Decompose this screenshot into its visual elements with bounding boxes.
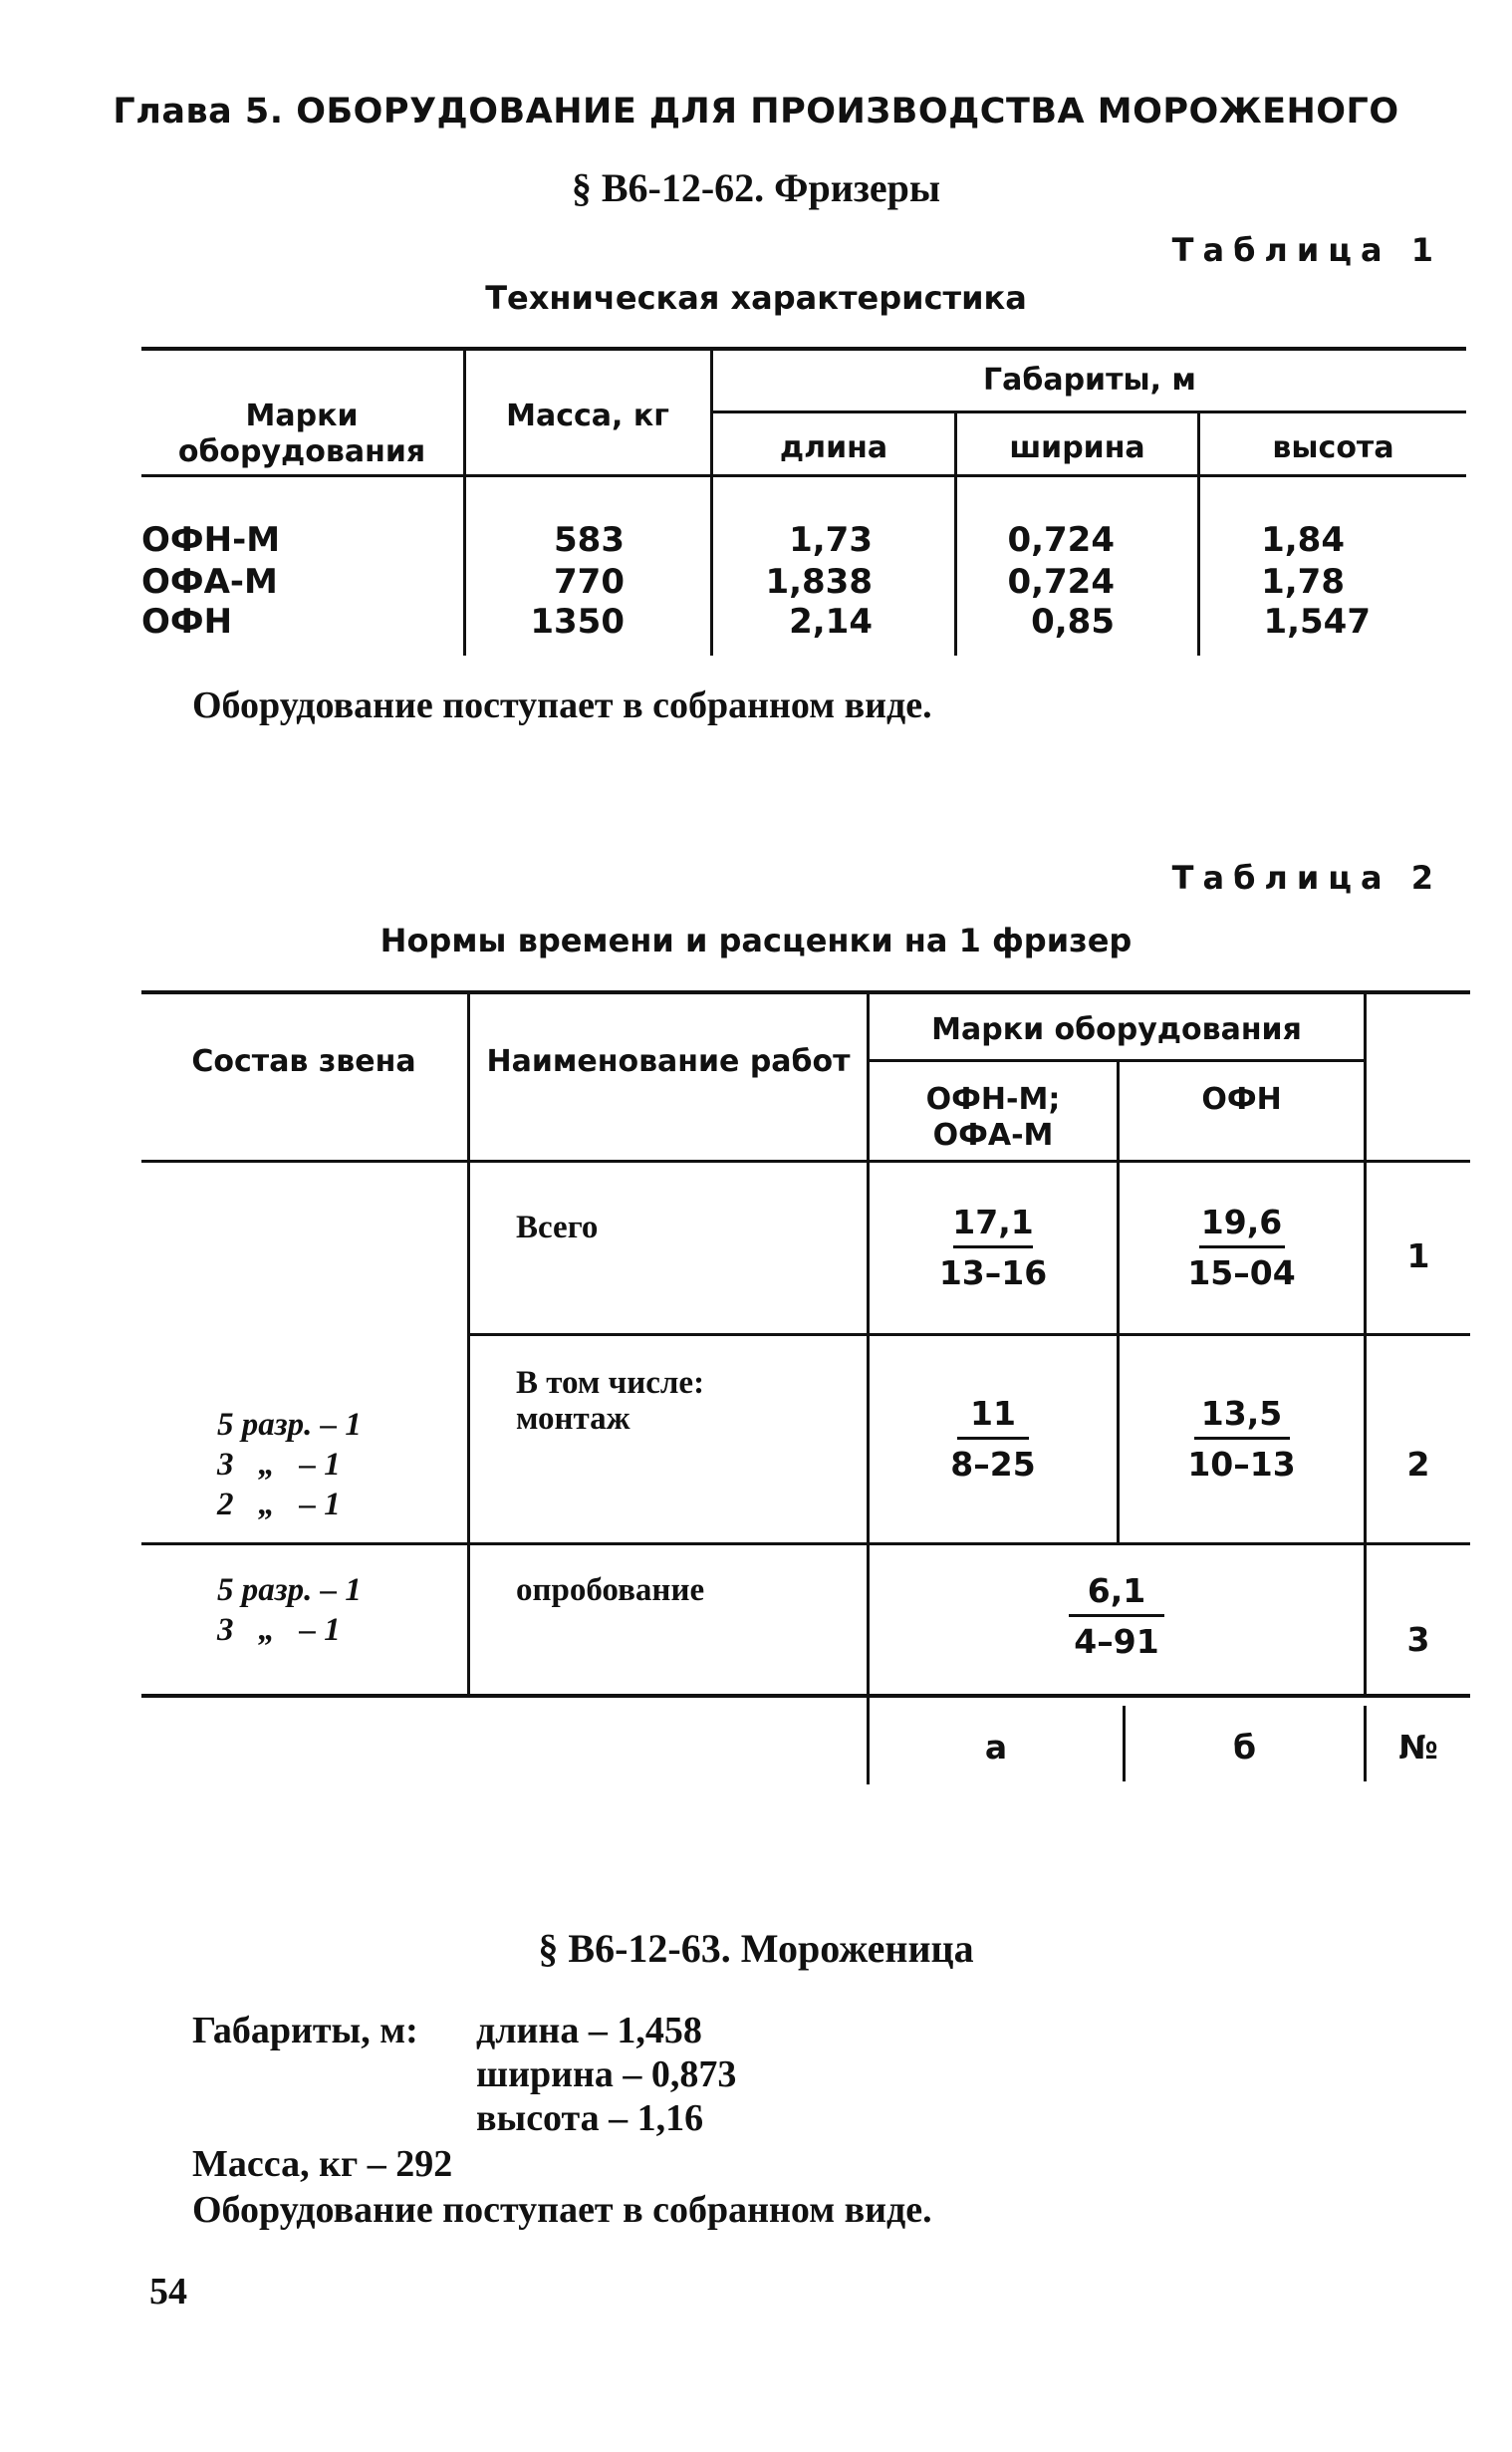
table2-row1-rule [469,1333,1470,1336]
table2-bottom-rule [141,1694,1470,1698]
table1-header-mass: Масса, кг [506,399,669,433]
section2-dims-label: Габариты, м: [192,2010,418,2051]
table1-label: Таблица 1 [1171,231,1442,269]
table1-row1-length: 1,73 [789,520,873,560]
table2-row1-b-bottom: 15–04 [1187,1253,1296,1292]
table2-header-col-a [870,1082,1117,1154]
chapter-title: Глава 5. ОБОРУДОВАНИЕ ДЛЯ ПРОИЗВОДСТВА МОРОЖЕНОГО [113,92,1399,132]
table1-row3-length: 2,14 [789,602,873,642]
table2-row2-b-bottom: 10–13 [1187,1445,1296,1484]
table2-footer-a: а [984,1728,1008,1767]
table1-caption: Техническая характеристика [485,279,1027,317]
table2-row3-work: опробование [516,1572,705,1608]
table2-row3-ab-bottom: 4–91 [1074,1622,1159,1661]
section2-note: Оборудование поступает в собранном виде. [192,2189,932,2231]
table2-header-work: Наименование работ [486,1044,851,1079]
table1-header-brand-line1: Марки [245,399,359,433]
table2-row2-rule [141,1542,1470,1545]
table2-row3-crew-line1: 5 разр. – 1 [217,1572,362,1608]
table2-row1-no: 1 [1406,1236,1430,1275]
table1-note: Оборудование поступает в собранном виде. [192,684,932,726]
table2-header-col-b: ОФН [1201,1082,1282,1117]
table2-row2-work [516,1365,704,1437]
table2-row3-crew-line2: 3 „ – 1 [217,1612,341,1648]
table2-header-col-a-line1: ОФН-М; [925,1082,1061,1117]
table2-row3-ab-top: 6,1 [1087,1571,1146,1610]
section-title-freezers: § В6-12-62. Фризеры [571,165,941,210]
table2-row1-b [1120,1202,1364,1294]
table1-row2-mass: 770 [554,562,625,602]
table2-row2-work-line2: монтаж [516,1401,630,1437]
table2-footer-b: б [1232,1728,1257,1767]
table2-footer-no: № [1398,1728,1438,1767]
table2-label: Таблица 2 [1171,859,1442,897]
table1-header-rule [141,474,1466,477]
table2-row1-work: Всего [516,1210,599,1245]
table2-row2-b-bar [1194,1437,1290,1440]
table1-dims-rule [712,410,1466,413]
table2-row2-crew-line2: 3 „ – 1 [217,1447,341,1483]
table1-row1-height: 1,84 [1261,520,1345,560]
table2-vline-no [1364,992,1367,1696]
table1-header-height: высота [1272,430,1394,465]
table1-header-width: ширина [1009,430,1145,465]
table2-row2-a [870,1393,1117,1486]
table2-row1-a-bar [953,1245,1033,1248]
table2-row3-no: 3 [1406,1620,1430,1659]
page-number: 54 [149,2271,187,2313]
table2-row1-a [870,1202,1117,1294]
table2-row2-a-top: 11 [970,1394,1016,1433]
table2-row2-crew-line3: 2 „ – 1 [217,1487,341,1522]
table1-row1-brand: ОФН-М [141,520,281,560]
table2-row1-b-top: 19,6 [1200,1203,1283,1241]
table1-row3-height: 1,547 [1263,602,1371,642]
section2-width: ширина – 0,873 [476,2053,737,2095]
section2-mass: Масса, кг – 292 [192,2143,453,2185]
table1-row3-brand: ОФН [141,602,233,642]
table1-row2-width: 0,724 [1007,562,1115,602]
section2-length: длина – 1,458 [476,2010,702,2051]
table2-row2-a-bottom: 8–25 [950,1445,1036,1484]
table1-row3-mass: 1350 [530,602,625,642]
table1-header-brand-line2: оборудования [177,434,426,469]
table1-row2-length: 1,838 [765,562,873,602]
section2-height: высота – 1,16 [476,2097,704,2139]
table1-row1-width: 0,724 [1007,520,1115,560]
table1-row1-mass: 583 [554,520,625,560]
table2-header-rule [141,1160,1470,1163]
table1-row2-brand: ОФА-М [141,562,278,602]
table2-row2-b [1120,1393,1364,1486]
table2-row1-a-top: 17,1 [952,1203,1034,1241]
table1-header-brand [141,399,462,470]
table2-row3-ab-bar [1069,1614,1164,1617]
table2-row2-b-top: 13,5 [1200,1394,1283,1433]
table2-row2-work-line1: В том числе: [516,1365,705,1401]
table2-header-brands: Марки оборудования [931,1012,1302,1047]
table1-row2-height: 1,78 [1261,562,1345,602]
table2-top-rule [141,990,1470,994]
table2-row1-a-bottom: 13–16 [938,1253,1048,1292]
table2-caption: Нормы времени и расценки на 1 фризер [379,922,1133,959]
table2-row2-crew-line1: 5 разр. – 1 [217,1407,362,1443]
table2-vline-crew [467,992,470,1696]
table2-row2-a-bar [957,1437,1029,1440]
table2-row1-b-bar [1199,1245,1285,1248]
table1-header-length: длина [779,430,888,465]
table2-header-col-a-line2: ОФА-М [932,1118,1054,1153]
table1-row3-width: 0,85 [1031,602,1115,642]
table2-row2-no: 2 [1406,1445,1430,1484]
table1-top-rule [141,347,1466,351]
table2-header-crew: Состав звена [191,1044,416,1079]
section-title-ice-cream-maker: § В6-12-63. Мороженица [538,1926,974,1971]
table2-row3-ab [870,1570,1364,1663]
table1-header-dims: Габариты, м [983,363,1196,398]
